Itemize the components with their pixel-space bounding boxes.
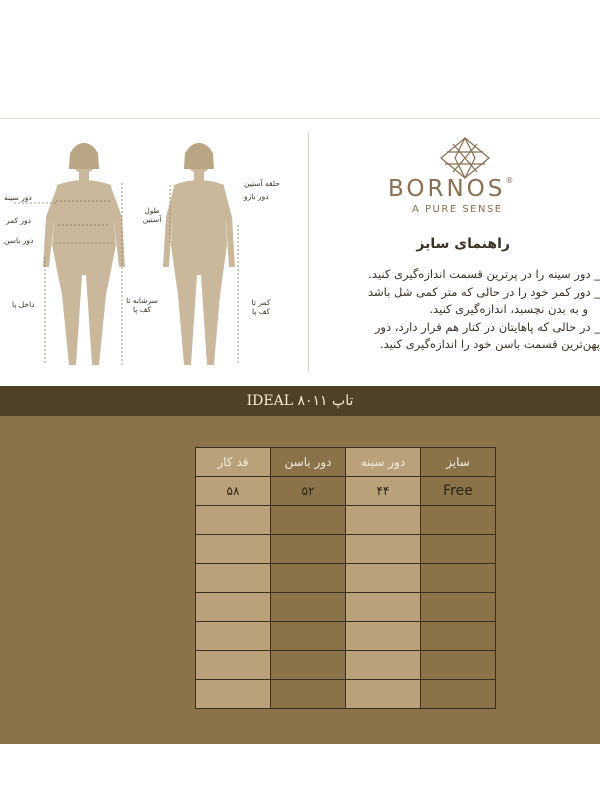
guide-line: و به بدن نچسبد، اندازه‌گیری کنید. [429,302,588,316]
label-bicep: دور بازو [244,192,269,201]
brand-name: BORNOS® [388,176,514,202]
header-chest: دور سینه [346,448,421,477]
table-cell: ۵۸ [196,477,271,506]
label-waist: دور کمر [6,216,32,225]
table-cell [271,680,346,709]
table-row [196,622,496,651]
table-cell [271,622,346,651]
table-cell [346,622,421,651]
table-row [196,593,496,622]
table-row [196,535,496,564]
header-size: سایز [421,448,496,477]
table-cell [346,680,421,709]
table-cell [421,564,496,593]
table-row [196,506,496,535]
table-cell [346,535,421,564]
product-title: تاپ ۸۰۱۱ IDEAL [246,393,354,409]
label-sleeve-length: طول آستین [142,206,162,224]
vertical-divider [308,132,309,372]
table-cell: ۵۲ [271,477,346,506]
label-shoulder-to-floor: سرشانه تا کف پا [126,296,158,314]
size-guide-text [320,266,600,354]
size-table [195,447,496,709]
table-row [196,564,496,593]
table-cell [421,506,496,535]
table-cell [421,651,496,680]
table-cell [421,593,496,622]
table-cell [271,564,346,593]
table-cell [346,651,421,680]
table-cell: Free [421,477,496,506]
table-cell [346,564,421,593]
table-cell [196,564,271,593]
table-row [196,680,496,709]
table-row [196,651,496,680]
guide-line: _ دور کمر خود را در حالی که متر کمی شل باشد [368,284,600,299]
table-row [196,477,496,506]
guide-line: پهن‌ترین قسمت باسن خود را اندازه‌گیری کنید. [379,337,600,351]
table-cell [421,535,496,564]
guide-line: _ در حالی که پاهایتان در کنار هم قرار دارد، دور [374,319,600,334]
product-title-bar [0,386,600,416]
label-waist-to-floor: کمر تا کف پا [251,298,271,316]
size-guide-title: راهنمای سایز [416,236,510,252]
header-length: قد کار [196,448,271,477]
table-cell [271,651,346,680]
guide-line: _ دور سینه را در پرترین قسمت اندازه‌گیری کنید. [368,267,600,281]
table-cell [271,593,346,622]
table-cell [196,622,271,651]
table-cell [421,680,496,709]
label-hip: دور باسن [4,236,34,245]
body-measurement-illustration [0,125,315,380]
diamond-logo-icon [437,136,493,180]
table-cell [196,535,271,564]
header-hip: دور باسن [271,448,346,477]
table-cell [346,506,421,535]
brand-tagline: A PURE SENSE [412,204,503,215]
label-inseam: داخل پا [12,300,35,309]
table-cell [196,680,271,709]
table-cell [346,593,421,622]
table-cell [196,593,271,622]
table-cell [271,506,346,535]
table-cell [196,651,271,680]
table-cell [271,535,346,564]
table-header-row [196,448,496,477]
table-cell [421,622,496,651]
table-cell: ۴۴ [346,477,421,506]
top-divider-line [0,118,600,119]
label-chest: دور سینه [4,193,32,202]
label-armhole: حلقه آستین [244,179,280,188]
table-cell [196,506,271,535]
